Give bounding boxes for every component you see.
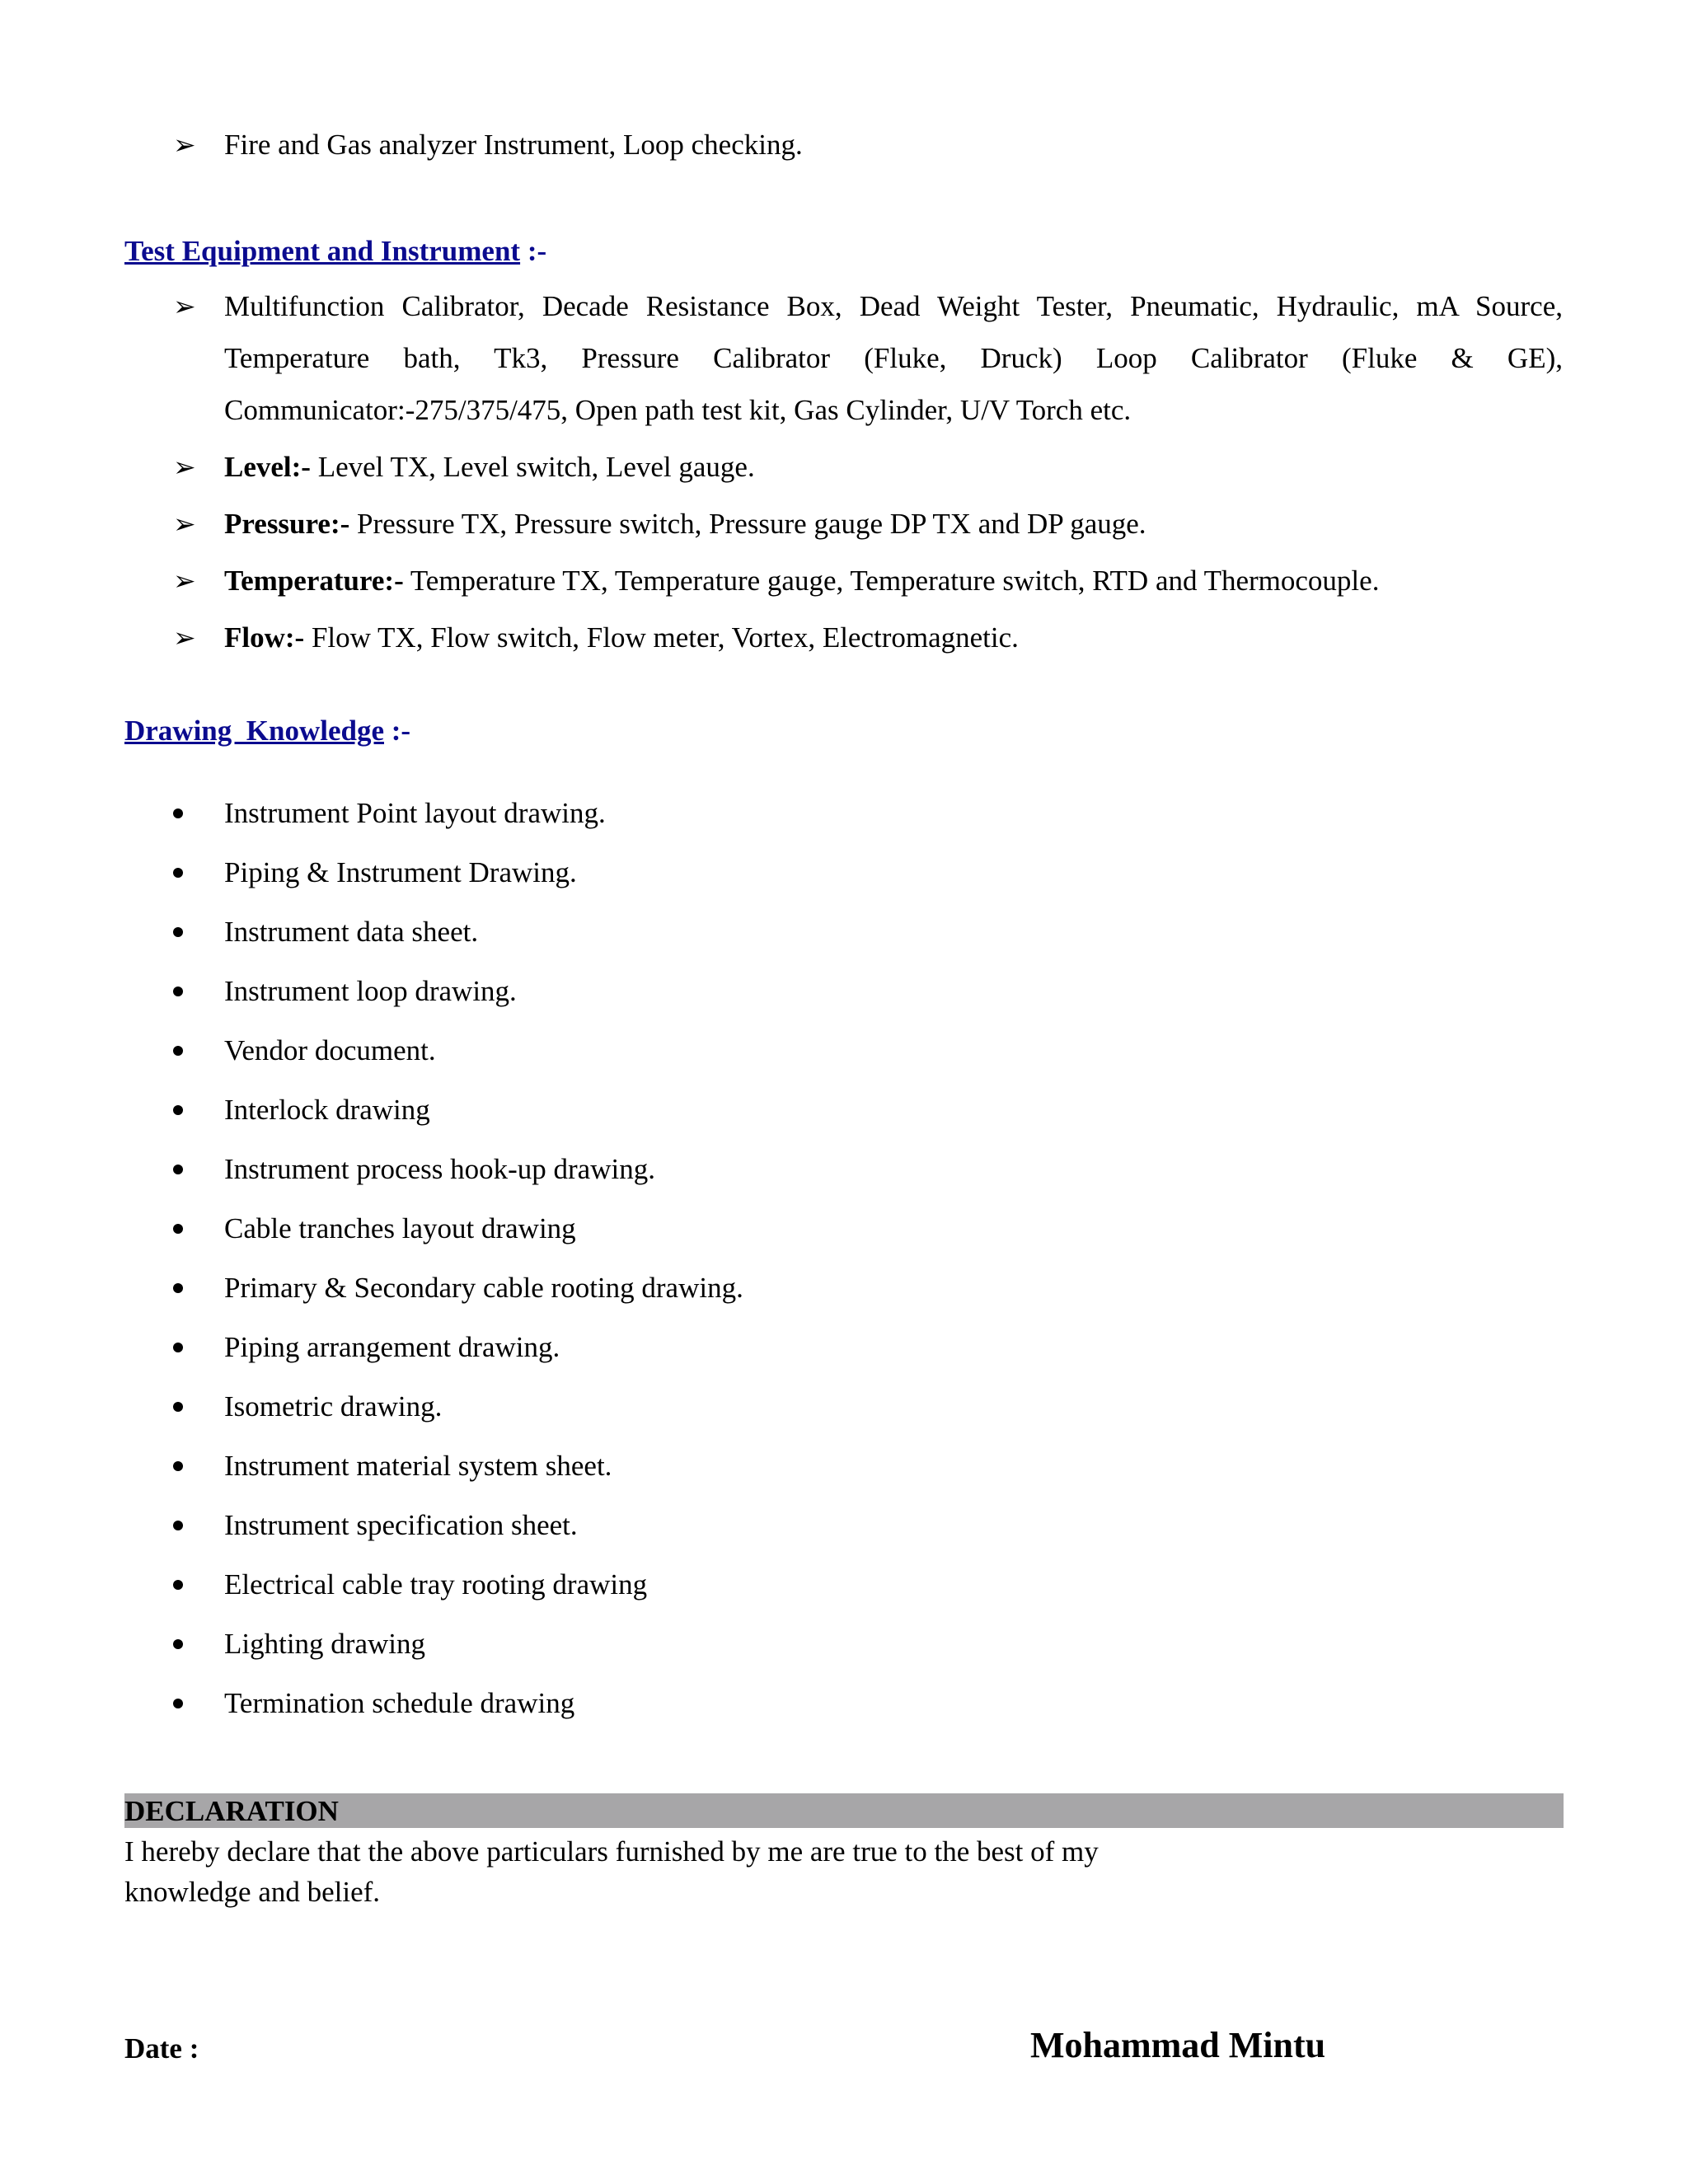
test-equipment-heading: Test Equipment and Instrument :-	[124, 235, 547, 267]
bullet-dot-icon	[173, 868, 183, 878]
bullet-dot-icon	[173, 1461, 183, 1471]
bullet-dot-icon	[173, 1105, 183, 1115]
bullet-dot-icon	[173, 1165, 183, 1174]
list-item: Interlock drawing	[0, 1092, 1688, 1128]
bullet-dot-icon	[173, 1580, 183, 1590]
list-item: Instrument data sheet.	[0, 914, 1688, 950]
bullet-dot-icon	[173, 1046, 183, 1056]
bullet-dot-icon	[173, 1283, 183, 1293]
arrow-bullet-icon: ➢	[173, 565, 196, 597]
bullet-dot-icon	[173, 1521, 183, 1530]
list-item: Instrument specification sheet.	[0, 1507, 1688, 1544]
bullet-dot-icon	[173, 1343, 183, 1352]
list-item: Level:- Level TX, Level switch, Level gauge.	[224, 451, 755, 483]
bullet-dot-icon	[173, 987, 183, 996]
declaration-text: I hereby declare that the above particulars furnished by me are true to the best of my knowledge and belief.	[124, 1835, 1099, 1908]
bullet-dot-icon	[173, 1224, 183, 1234]
list-item: Fire and Gas analyzer Instrument, Loop checking.	[224, 129, 803, 161]
bullet-dot-icon	[173, 808, 183, 818]
list-item: Instrument process hook-up drawing.	[0, 1151, 1688, 1188]
list-item: Vendor document.	[0, 1033, 1688, 1069]
arrow-bullet-icon: ➢	[173, 508, 196, 540]
test-equipment-heading-link[interactable]: Test Equipment and Instrument	[124, 235, 521, 267]
list-item: Multifunction Calibrator, Decade Resistance Box, Dead Weight Tester, Pneumatic, Hydraulic, mA Source, Temperature bath, Tk3, Pressure Calibrator (Fluke, Druck) Loop Calibrator (Fluke & GE), Communicator:-275/375/475, Open path test kit, Gas Cylinder, U/V Torch etc.	[224, 290, 1563, 426]
list-item: Instrument material system sheet.	[0, 1448, 1688, 1484]
declaration-title: DECLARATION	[124, 1795, 339, 1827]
list-item: Flow:- Flow TX, Flow switch, Flow meter, Vortex, Electromagnetic.	[224, 621, 1019, 654]
declaration-bar	[124, 1793, 1564, 1828]
list-item: Primary & Secondary cable rooting drawing.	[0, 1270, 1688, 1306]
bullet-dot-icon	[173, 1639, 183, 1649]
list-item: Piping arrangement drawing.	[0, 1329, 1688, 1366]
arrow-bullet-icon: ➢	[173, 621, 196, 654]
list-item: Instrument Point layout drawing.	[0, 795, 1688, 832]
arrow-bullet-icon: ➢	[173, 290, 196, 322]
list-item: Temperature:- Temperature TX, Temperature gauge, Temperature switch, RTD and Thermocouple.	[224, 565, 1380, 597]
bullet-dot-icon	[173, 927, 183, 937]
arrow-bullet-icon: ➢	[173, 129, 196, 161]
list-item: Lighting drawing	[0, 1626, 1688, 1662]
bullet-dot-icon	[173, 1402, 183, 1412]
list-item: Isometric drawing.	[0, 1389, 1688, 1425]
list-item: Electrical cable tray rooting drawing	[0, 1567, 1688, 1603]
list-item: Instrument loop drawing.	[0, 973, 1688, 1010]
signature-name: Mohammad Mintu	[1030, 2025, 1326, 2065]
list-item: Cable tranches layout drawing	[0, 1211, 1688, 1247]
date-label: Date :	[124, 2032, 199, 2064]
list-item: Piping & Instrument Drawing.	[0, 855, 1688, 891]
list-item: Termination schedule drawing	[0, 1685, 1688, 1722]
list-item: Pressure:- Pressure TX, Pressure switch, Pressure gauge DP TX and DP gauge.	[224, 508, 1146, 540]
drawing-knowledge-heading-link[interactable]: Drawing Knowledge	[124, 715, 384, 747]
bullet-dot-icon	[173, 1699, 183, 1708]
arrow-bullet-icon: ➢	[173, 451, 196, 483]
drawing-knowledge-heading: Drawing Knowledge :-	[124, 715, 411, 747]
